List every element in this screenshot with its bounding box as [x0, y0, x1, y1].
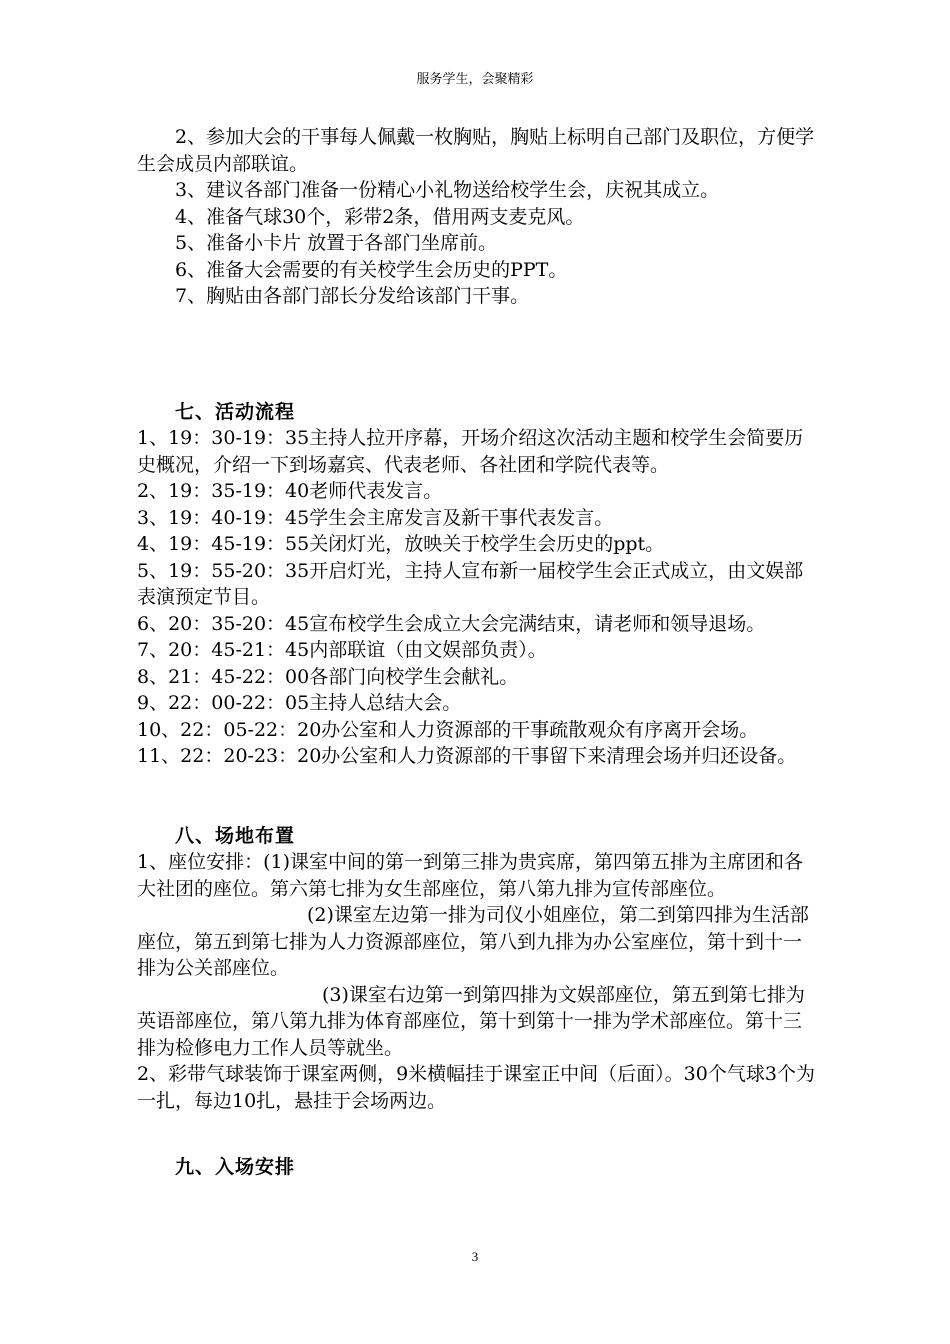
flow-item: 3、19：40-19：45学生会主席发言及新干事代表发言。	[137, 506, 614, 529]
section-title-flow: 七、活动流程	[175, 400, 296, 423]
spacer	[137, 1114, 817, 1154]
flow-item: 5、19：55-20：35开启灯光，主持人宣布新一届校学生会正式成立，由文娱部表演预定节目。	[137, 559, 804, 608]
section-title-venue: 八、场地布置	[175, 824, 296, 847]
spacer	[137, 363, 817, 399]
flow-item: 4、19：45-19：55关闭灯光，放映关于校学生会历史的ppt。	[137, 533, 665, 555]
flow-item: 8、21：45-22：00各部门向校学生会献礼。	[137, 665, 519, 688]
spacer	[137, 310, 817, 363]
prep-item-2: 2、参加大会的干事每人佩戴一枚胸贴，胸贴上标明自己部门及职位，方便学生会成员内部联谊。	[137, 126, 815, 175]
flow-item: 11、22：20-23：20办公室和人力资源部的干事留下来清理会场并归还设备。	[137, 745, 797, 767]
prep-item-7: 7、胸贴由各部门部长分发给该部门干事。	[175, 285, 530, 307]
section-title-entry: 九、入场安排	[175, 1156, 296, 1178]
prep-item-3: 3、建议各部门准备一份精心小礼物送给校学生会，庆祝其成立。	[175, 179, 720, 201]
venue-seating-1: 1、座位安排：(1)课室中间的第一到第三排为贵宾席，第四第五排为主席团和各大社团的座位。第六第七排为女生部座位，第八第九排为宣传部座位。	[137, 851, 804, 900]
prep-item-4: 4、准备气球30个，彩带2条，借用两支麦克风。	[175, 205, 585, 228]
page-header: 服务学生，会聚精彩	[416, 72, 534, 87]
spacer	[137, 770, 817, 823]
venue-seating-2: (2)课室左边第一排为司仪小姐座位，第二到第四排为生活部座位，第五到第七排为人力资源部座位，第八到九排为办公室座位，第十到十一排为公关部座位。	[137, 904, 809, 979]
page-number: 3	[471, 1249, 479, 1264]
flow-item: 7、20：45-21：45内部联谊（由文娱部负责）。	[137, 639, 547, 661]
flow-item: 10、22：05-22：20办公室和人力资源部的干事疏散观众有序离开会场。	[137, 718, 759, 741]
prep-item-5: 5、准备小卡片 放置于各部门坐席前。	[175, 232, 498, 254]
flow-item: 2、19：35-19：40老师代表发言。	[137, 480, 443, 502]
flow-item: 6、20：35-20：45宣布校学生会成立大会完满结束，请老师和领导退场。	[137, 612, 766, 635]
document-body	[137, 124, 817, 1181]
venue-decoration: 2、彩带气球装饰于课室两侧，9米横幅挂于课室正中间（后面）。30个气球3个为一扎，每边10扎，悬挂于会场两边。	[137, 1063, 815, 1112]
flow-item: 1、19：30-19：35主持人拉开序幕，开场介绍这次活动主题和校学生会简要历史概况，介绍一下到场嘉宾、代表老师、各社团和学院代表等。	[137, 427, 804, 476]
venue-seating-3: (3)课室右边第一到第四排为文娱部座位，第五到第七排为英语部座位，第八第九排为体育部座位，第十到第十一排为学术部座位。第十三排为检修电力工作人员等就坐。	[137, 983, 805, 1059]
flow-item: 9、22：00-22：05主持人总结大会。	[137, 692, 462, 714]
prep-item-6: 6、准备大会需要的有关校学生会历史的PPT。	[175, 258, 568, 281]
